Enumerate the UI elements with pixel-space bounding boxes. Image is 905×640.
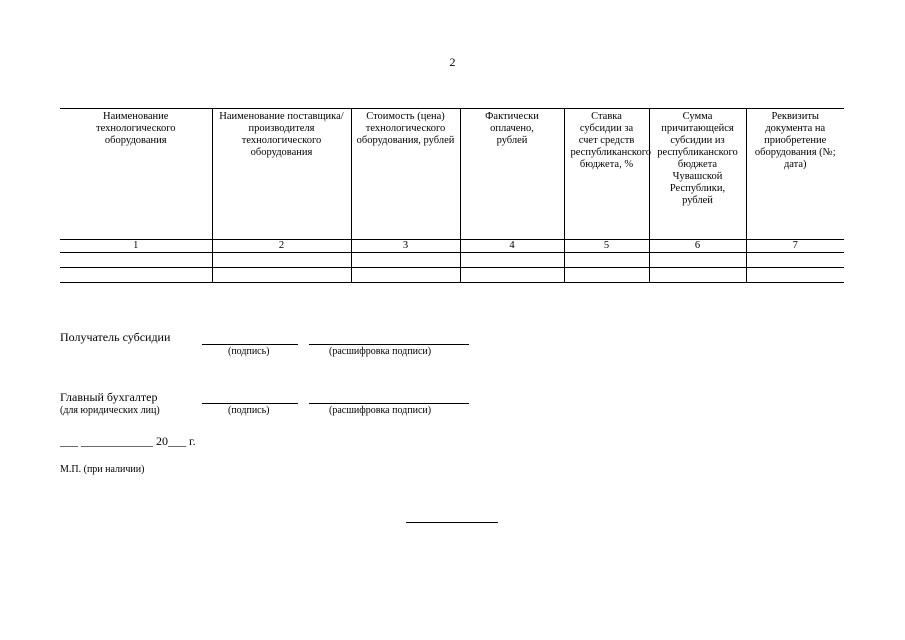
table-cell bbox=[351, 268, 460, 283]
accountant-signature-caption: (подпись) bbox=[228, 405, 270, 416]
accountant-transcript-caption: (расшифровка подписи) bbox=[329, 405, 432, 416]
table-cell bbox=[460, 268, 564, 283]
accountant-note: (для юридических лиц) bbox=[60, 405, 160, 416]
column-number: 6 bbox=[649, 240, 746, 253]
header-subsidy-rate: Ставка субсидии за счет средств республиканского бюджета, % bbox=[564, 109, 649, 240]
recipient-transcript-caption: (расшифровка подписи) bbox=[329, 346, 432, 357]
stamp-note: М.П. (при наличии) bbox=[60, 464, 145, 475]
table-cell bbox=[212, 253, 351, 268]
date-line: ___ ____________ 20___ г. bbox=[60, 434, 196, 448]
table-row bbox=[60, 253, 844, 268]
column-number: 3 bbox=[351, 240, 460, 253]
accountant-label: Главный бухгалтер bbox=[60, 390, 158, 404]
column-number: 2 bbox=[212, 240, 351, 253]
header-equipment-name: Наименование технологического оборудования bbox=[60, 109, 212, 240]
table-cell bbox=[351, 253, 460, 268]
column-number: 7 bbox=[746, 240, 844, 253]
header-document-details: Реквизиты документа на приобретение оборудования (№; дата) bbox=[746, 109, 844, 240]
table-cell bbox=[746, 268, 844, 283]
table-cell bbox=[649, 253, 746, 268]
recipient-transcript-line bbox=[309, 344, 469, 345]
header-subsidy-amount: Сумма причитающейся субсидии из республиканского бюджета Чувашской Республики, рублей bbox=[649, 109, 746, 240]
recipient-signature-line bbox=[202, 344, 298, 345]
table-cell bbox=[746, 253, 844, 268]
column-number: 4 bbox=[460, 240, 564, 253]
closing-separator-line bbox=[406, 522, 498, 523]
column-number: 1 bbox=[60, 240, 212, 253]
equipment-table bbox=[60, 108, 844, 283]
column-number: 5 bbox=[564, 240, 649, 253]
header-paid: Фактически оплачено, рублей bbox=[460, 109, 564, 240]
column-number-row bbox=[60, 240, 844, 253]
table-cell bbox=[212, 268, 351, 283]
table-cell bbox=[649, 268, 746, 283]
table-header-row bbox=[60, 109, 844, 240]
table-cell bbox=[60, 268, 212, 283]
table-cell bbox=[564, 268, 649, 283]
recipient-signature-caption: (подпись) bbox=[228, 346, 270, 357]
table-cell bbox=[460, 253, 564, 268]
page-number: 2 bbox=[449, 55, 456, 69]
header-cost: Стоимость (цена) технологического оборудования, рублей bbox=[351, 109, 460, 240]
accountant-signature-line bbox=[202, 403, 298, 404]
recipient-label: Получатель субсидии bbox=[60, 330, 171, 344]
header-supplier: Наименование поставщика/производителя технологического оборудования bbox=[212, 109, 351, 240]
table-cell bbox=[564, 253, 649, 268]
table-cell bbox=[60, 253, 212, 268]
accountant-transcript-line bbox=[309, 403, 469, 404]
table-row bbox=[60, 268, 844, 283]
